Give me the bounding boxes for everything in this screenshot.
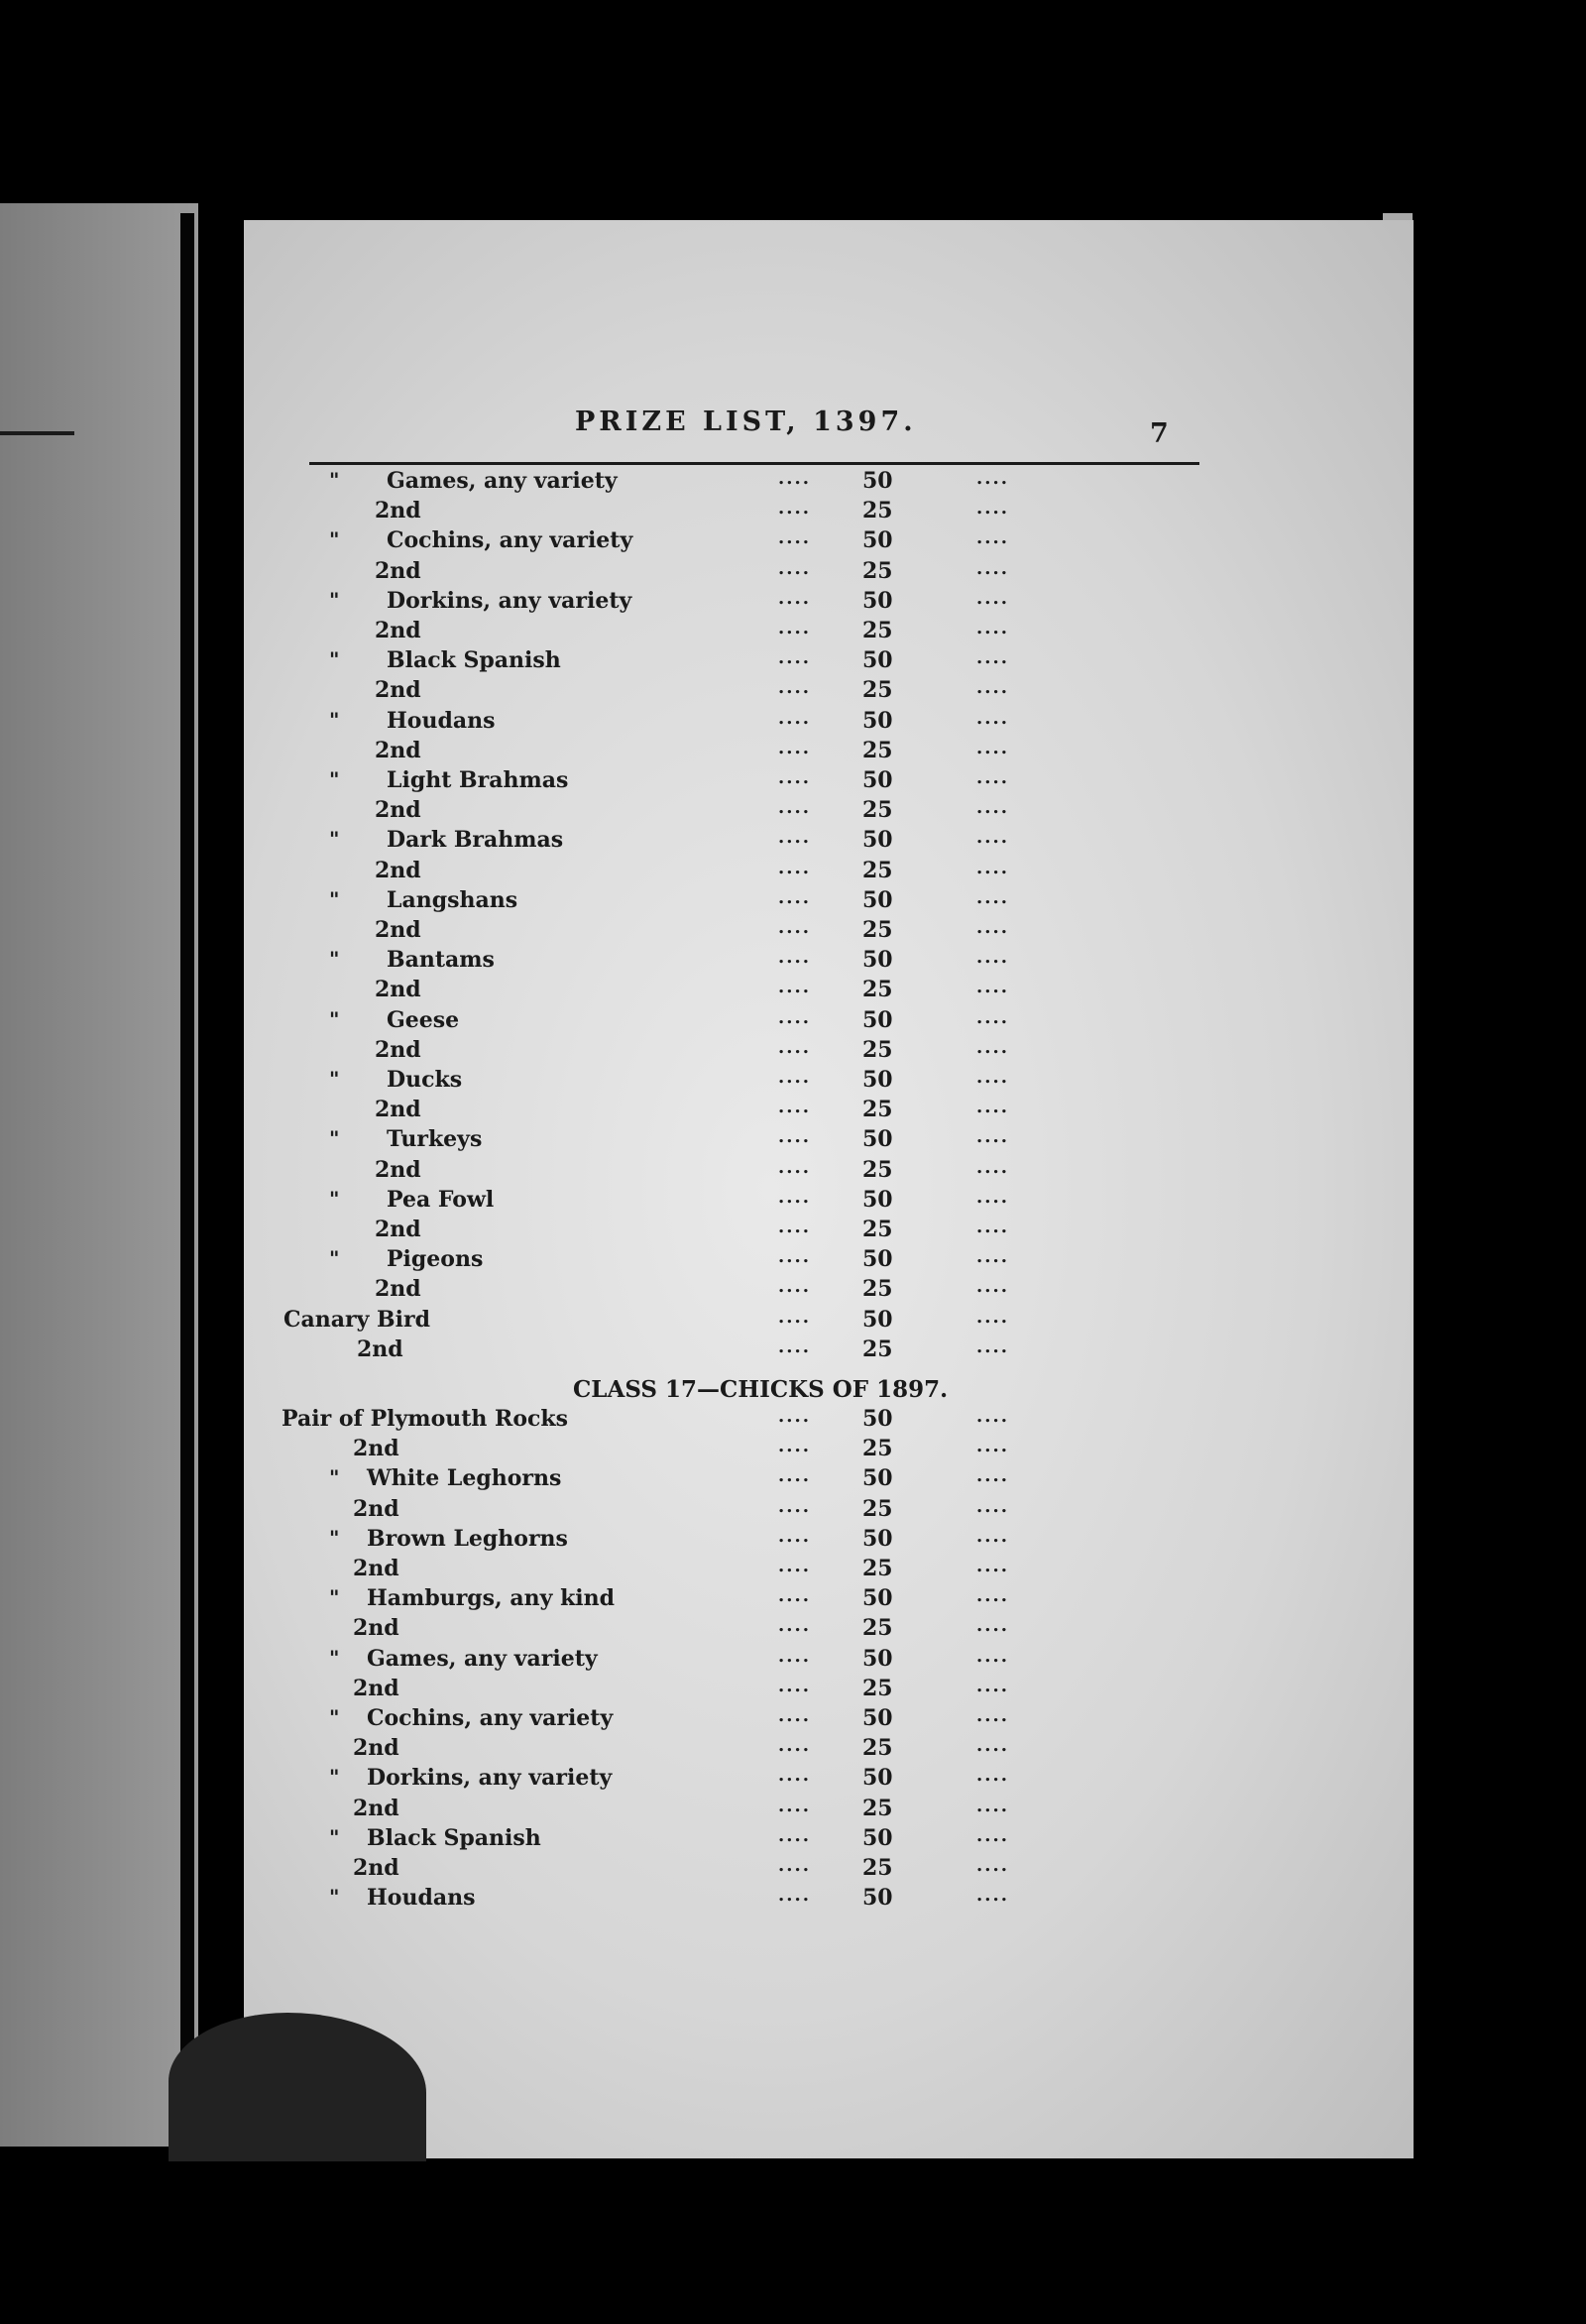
ditto-mark: " xyxy=(329,1186,340,1211)
dot-leader-right: .... xyxy=(976,1006,1010,1028)
prize-row xyxy=(0,1496,1586,1526)
entry-label: 2nd xyxy=(357,1336,403,1362)
dot-leader-right: .... xyxy=(976,917,1010,938)
prize-row xyxy=(0,887,1586,917)
dot-leader: .... xyxy=(778,886,812,908)
prize-amount: 25 xyxy=(862,1036,893,1063)
prize-row xyxy=(0,767,1586,797)
prize-row xyxy=(0,468,1586,498)
dot-leader-right: .... xyxy=(976,1615,1010,1637)
prize-amount: 50 xyxy=(862,1645,893,1672)
dot-leader-right: .... xyxy=(976,797,1010,819)
entry-label: 2nd xyxy=(375,797,421,824)
prize-amount: 25 xyxy=(862,1336,893,1362)
dot-leader-right: .... xyxy=(976,1645,1010,1667)
entry-label: Turkeys xyxy=(387,1126,483,1153)
dot-leader-right: .... xyxy=(976,1765,1010,1787)
ditto-mark: " xyxy=(329,1067,340,1091)
ditto-mark: " xyxy=(329,1705,340,1729)
ditto-mark: " xyxy=(329,1246,340,1271)
dot-leader-right: .... xyxy=(976,1436,1010,1457)
dot-leader-right: .... xyxy=(976,1186,1010,1208)
prize-row xyxy=(0,618,1586,647)
entry-label: 2nd xyxy=(375,1276,421,1303)
dot-leader: .... xyxy=(778,1217,812,1237)
dot-leader: .... xyxy=(778,527,812,549)
dot-leader: .... xyxy=(778,677,812,699)
prize-amount: 50 xyxy=(862,1246,893,1273)
prize-row xyxy=(0,1796,1586,1825)
prize-amount: 50 xyxy=(862,707,893,734)
entry-label: 2nd xyxy=(353,1675,399,1701)
entry-label: 2nd xyxy=(375,498,421,524)
prize-amount: 25 xyxy=(862,1675,893,1701)
dot-leader: .... xyxy=(778,557,812,579)
prize-amount: 50 xyxy=(862,886,893,913)
dot-leader: .... xyxy=(778,767,812,788)
prize-row xyxy=(0,708,1586,738)
entry-label: 2nd xyxy=(375,917,421,943)
entry-label: 2nd xyxy=(375,1156,421,1183)
dot-leader: .... xyxy=(778,797,812,819)
ditto-mark: " xyxy=(329,1765,340,1790)
prize-amount: 50 xyxy=(862,1406,893,1432)
dot-leader-right: .... xyxy=(976,1126,1010,1148)
dot-leader: .... xyxy=(778,1795,812,1816)
prize-row xyxy=(0,527,1586,557)
entry-label: 2nd xyxy=(353,1495,399,1522)
prize-row xyxy=(0,738,1586,767)
dot-leader-right: .... xyxy=(976,647,1010,669)
prize-amount: 50 xyxy=(862,1306,893,1333)
entry-label: Langshans xyxy=(387,886,518,913)
prize-row xyxy=(0,1307,1586,1336)
prize-amount: 25 xyxy=(862,1217,893,1242)
dot-leader: .... xyxy=(778,1495,812,1517)
class-heading: CLASS 17—CHICKS OF 1897. xyxy=(573,1376,949,1403)
entry-label: 2nd xyxy=(353,1436,399,1462)
ditto-mark: " xyxy=(329,1006,340,1031)
dot-leader: .... xyxy=(778,468,812,489)
ditto-mark: " xyxy=(329,1885,340,1910)
prize-row xyxy=(0,1855,1586,1885)
prize-row xyxy=(0,1097,1586,1126)
prize-amount: 25 xyxy=(862,677,893,704)
dot-leader: .... xyxy=(778,1735,812,1757)
dot-leader: .... xyxy=(778,1036,812,1058)
prize-amount: 25 xyxy=(862,1735,893,1762)
dot-leader: .... xyxy=(778,1855,812,1876)
prize-row xyxy=(0,1336,1586,1366)
prize-amount: 50 xyxy=(862,647,893,674)
prize-row xyxy=(0,917,1586,947)
prize-row xyxy=(0,677,1586,707)
dot-leader: .... xyxy=(778,1556,812,1576)
prize-amount: 25 xyxy=(862,797,893,824)
entry-label: 2nd xyxy=(353,1556,399,1581)
prize-amount: 25 xyxy=(862,917,893,943)
dot-leader: .... xyxy=(778,498,812,520)
entry-label: White Leghorns xyxy=(367,1465,562,1492)
dot-leader: .... xyxy=(778,1436,812,1457)
prize-row xyxy=(0,1067,1586,1097)
prize-row xyxy=(0,858,1586,887)
dot-leader-right: .... xyxy=(976,737,1010,758)
dot-leader: .... xyxy=(778,737,812,758)
dot-leader-right: .... xyxy=(976,1735,1010,1757)
entry-label: Houdans xyxy=(367,1885,476,1912)
dot-leader: .... xyxy=(778,1186,812,1208)
dot-leader: .... xyxy=(778,917,812,938)
prize-row xyxy=(0,977,1586,1006)
entry-label: 2nd xyxy=(353,1795,399,1821)
dot-leader-right: .... xyxy=(976,1276,1010,1298)
dot-leader-right: .... xyxy=(976,557,1010,579)
entry-label: 2nd xyxy=(375,1036,421,1063)
prize-row xyxy=(0,1276,1586,1306)
prize-row xyxy=(0,1705,1586,1735)
entry-label: Dark Brahmas xyxy=(387,827,564,854)
dot-leader: .... xyxy=(778,647,812,669)
dot-leader-right: .... xyxy=(976,1217,1010,1237)
prize-row xyxy=(0,498,1586,527)
dot-leader-right: .... xyxy=(976,1705,1010,1726)
prize-amount: 25 xyxy=(862,498,893,524)
ditto-mark: " xyxy=(329,1126,340,1151)
prize-row xyxy=(0,558,1586,588)
dot-leader-right: .... xyxy=(976,1556,1010,1576)
prize-row xyxy=(0,1646,1586,1676)
dot-leader-right: .... xyxy=(976,1156,1010,1178)
dot-leader-right: .... xyxy=(976,827,1010,849)
ditto-mark: " xyxy=(329,827,340,852)
dot-leader-right: .... xyxy=(976,1495,1010,1517)
page-header-title: PRIZE LIST, 1397. xyxy=(575,407,917,437)
entry-label: Brown Leghorns xyxy=(367,1525,568,1552)
prize-amount: 25 xyxy=(862,1156,893,1183)
entry-label: Black Spanish xyxy=(367,1824,541,1851)
dot-leader: .... xyxy=(778,587,812,609)
prize-row xyxy=(0,797,1586,827)
dot-leader: .... xyxy=(778,1246,812,1268)
dot-leader-right: .... xyxy=(976,707,1010,729)
prize-amount: 25 xyxy=(862,857,893,883)
prize-row xyxy=(0,1436,1586,1465)
dot-leader-right: .... xyxy=(976,1067,1010,1088)
entry-label: Games, any variety xyxy=(367,1645,598,1672)
ditto-mark: " xyxy=(329,947,340,972)
prize-amount: 25 xyxy=(862,1556,893,1581)
entry-label: Black Spanish xyxy=(387,647,561,674)
ditto-mark: " xyxy=(329,1525,340,1550)
prize-amount: 50 xyxy=(862,1465,893,1492)
prize-row xyxy=(0,1825,1586,1855)
dot-leader-right: .... xyxy=(976,1246,1010,1268)
dot-leader: .... xyxy=(778,1276,812,1298)
prize-amount: 50 xyxy=(862,1705,893,1731)
entry-label: Pair of Plymouth Rocks xyxy=(282,1406,569,1432)
entry-label: 2nd xyxy=(375,557,421,584)
prize-row xyxy=(0,1007,1586,1037)
prize-row xyxy=(0,1406,1586,1436)
prize-amount: 50 xyxy=(862,947,893,974)
prize-amount: 50 xyxy=(862,1885,893,1912)
entry-label: Ducks xyxy=(387,1067,463,1093)
dot-leader: .... xyxy=(778,1097,812,1118)
entry-label: 2nd xyxy=(375,1097,421,1123)
prize-row xyxy=(0,1615,1586,1645)
prize-row xyxy=(0,647,1586,677)
entry-label: Bantams xyxy=(387,947,495,974)
ditto-mark: " xyxy=(329,587,340,612)
prize-amount: 25 xyxy=(862,737,893,763)
prize-row xyxy=(0,1556,1586,1585)
dot-leader-right: .... xyxy=(976,468,1010,489)
prize-amount: 25 xyxy=(862,618,893,643)
prize-row xyxy=(0,827,1586,857)
prize-amount: 50 xyxy=(862,468,893,494)
prize-row xyxy=(0,1885,1586,1915)
entry-label: Games, any variety xyxy=(387,468,618,494)
dot-leader: .... xyxy=(778,1067,812,1088)
dot-leader: .... xyxy=(778,1705,812,1726)
prize-row xyxy=(0,1765,1586,1795)
dot-leader: .... xyxy=(778,1675,812,1696)
prize-row xyxy=(0,947,1586,977)
dot-leader: .... xyxy=(778,1156,812,1178)
ditto-mark: " xyxy=(329,527,340,552)
dot-leader-right: .... xyxy=(976,1525,1010,1547)
dot-leader: .... xyxy=(778,1885,812,1907)
dot-leader-right: .... xyxy=(976,527,1010,549)
dot-leader: .... xyxy=(778,1465,812,1487)
prize-amount: 50 xyxy=(862,1186,893,1213)
prize-row xyxy=(0,1585,1586,1615)
prize-row xyxy=(0,1187,1586,1217)
entry-label: 2nd xyxy=(353,1615,399,1642)
dot-leader-right: .... xyxy=(976,947,1010,969)
dot-leader-right: .... xyxy=(976,1306,1010,1328)
prize-amount: 25 xyxy=(862,977,893,1003)
prize-row xyxy=(0,1735,1586,1765)
entry-label: 2nd xyxy=(375,1217,421,1242)
prize-amount: 25 xyxy=(862,557,893,584)
prize-row xyxy=(0,1217,1586,1246)
dot-leader: .... xyxy=(778,1585,812,1607)
dot-leader: .... xyxy=(778,977,812,998)
entry-label: 2nd xyxy=(375,857,421,883)
prize-row xyxy=(0,1126,1586,1156)
entry-label: Canary Bird xyxy=(283,1306,430,1333)
entry-label: Hamburgs, any kind xyxy=(367,1585,616,1612)
dot-leader-right: .... xyxy=(976,498,1010,520)
ditto-mark: " xyxy=(329,886,340,911)
prize-amount: 50 xyxy=(862,767,893,793)
page-number: 7 xyxy=(1150,418,1169,449)
dot-leader-right: .... xyxy=(976,587,1010,609)
prize-row xyxy=(0,1037,1586,1067)
ditto-mark: " xyxy=(329,707,340,732)
dot-leader-right: .... xyxy=(976,1465,1010,1487)
dot-leader: .... xyxy=(778,1615,812,1637)
prize-amount: 25 xyxy=(862,1795,893,1821)
prize-row xyxy=(0,1246,1586,1276)
dot-leader: .... xyxy=(778,1336,812,1357)
entry-label: Pea Fowl xyxy=(387,1186,495,1213)
entry-label: Geese xyxy=(387,1006,460,1033)
entry-label: Pigeons xyxy=(387,1246,484,1273)
dot-leader-right: .... xyxy=(976,1097,1010,1118)
prize-row xyxy=(0,1526,1586,1556)
prize-amount: 50 xyxy=(862,527,893,554)
entry-label: 2nd xyxy=(375,977,421,1003)
prize-amount: 50 xyxy=(862,1126,893,1153)
dot-leader: .... xyxy=(778,1525,812,1547)
prize-amount: 25 xyxy=(862,1276,893,1303)
prize-amount: 25 xyxy=(862,1436,893,1462)
facing-page-rule xyxy=(0,431,74,435)
dot-leader-right: .... xyxy=(976,1036,1010,1058)
dot-leader-right: .... xyxy=(976,1585,1010,1607)
prize-amount: 50 xyxy=(862,1006,893,1033)
dot-leader-right: .... xyxy=(976,1675,1010,1696)
ditto-mark: " xyxy=(329,647,340,672)
dot-leader-right: .... xyxy=(976,677,1010,699)
ditto-mark: " xyxy=(329,1824,340,1849)
dot-leader: .... xyxy=(778,947,812,969)
prize-amount: 50 xyxy=(862,1765,893,1792)
prize-row xyxy=(0,1157,1586,1187)
dot-leader: .... xyxy=(778,1126,812,1148)
dot-leader-right: .... xyxy=(976,886,1010,908)
prize-row xyxy=(0,1676,1586,1705)
dot-leader-right: .... xyxy=(976,1824,1010,1846)
dot-leader: .... xyxy=(778,827,812,849)
prize-amount: 25 xyxy=(862,1855,893,1881)
ditto-mark: " xyxy=(329,1585,340,1610)
ditto-mark: " xyxy=(329,767,340,791)
prize-amount: 50 xyxy=(862,1585,893,1612)
dot-leader-right: .... xyxy=(976,1406,1010,1427)
prize-row xyxy=(0,1465,1586,1495)
entry-label: Dorkins, any variety xyxy=(387,587,632,614)
dot-leader-right: .... xyxy=(976,1855,1010,1876)
ditto-mark: " xyxy=(329,468,340,492)
entry-label: Houdans xyxy=(387,707,496,734)
dot-leader-right: .... xyxy=(976,1885,1010,1907)
dot-leader-right: .... xyxy=(976,767,1010,788)
prize-amount: 25 xyxy=(862,1097,893,1123)
prize-amount: 50 xyxy=(862,587,893,614)
prize-row xyxy=(0,588,1586,618)
dot-leader: .... xyxy=(778,1006,812,1028)
dot-leader: .... xyxy=(778,1306,812,1328)
prize-amount: 50 xyxy=(862,1067,893,1093)
dot-leader: .... xyxy=(778,1824,812,1846)
ditto-mark: " xyxy=(329,1645,340,1670)
prize-amount: 25 xyxy=(862,1615,893,1642)
prize-amount: 50 xyxy=(862,1525,893,1552)
entry-label: Dorkins, any variety xyxy=(367,1765,613,1792)
entry-label: Light Brahmas xyxy=(387,767,569,793)
dot-leader: .... xyxy=(778,1765,812,1787)
entry-label: 2nd xyxy=(375,677,421,704)
header-rule xyxy=(309,462,1199,465)
entry-label: 2nd xyxy=(353,1855,399,1881)
entry-label: 2nd xyxy=(375,737,421,763)
dot-leader-right: .... xyxy=(976,618,1010,639)
entry-label: Cochins, any variety xyxy=(367,1705,614,1731)
entry-label: Cochins, any variety xyxy=(387,527,633,554)
dot-leader: .... xyxy=(778,857,812,878)
dot-leader: .... xyxy=(778,1406,812,1427)
dot-leader-right: .... xyxy=(976,1795,1010,1816)
prize-amount: 50 xyxy=(862,827,893,854)
dot-leader-right: .... xyxy=(976,1336,1010,1357)
ditto-mark: " xyxy=(329,1465,340,1490)
dot-leader: .... xyxy=(778,1645,812,1667)
dot-leader-right: .... xyxy=(976,857,1010,878)
prize-amount: 25 xyxy=(862,1495,893,1522)
dot-leader: .... xyxy=(778,618,812,639)
dot-leader-right: .... xyxy=(976,977,1010,998)
entry-label: 2nd xyxy=(375,618,421,643)
prize-amount: 50 xyxy=(862,1824,893,1851)
entry-label: 2nd xyxy=(353,1735,399,1762)
dot-leader: .... xyxy=(778,707,812,729)
